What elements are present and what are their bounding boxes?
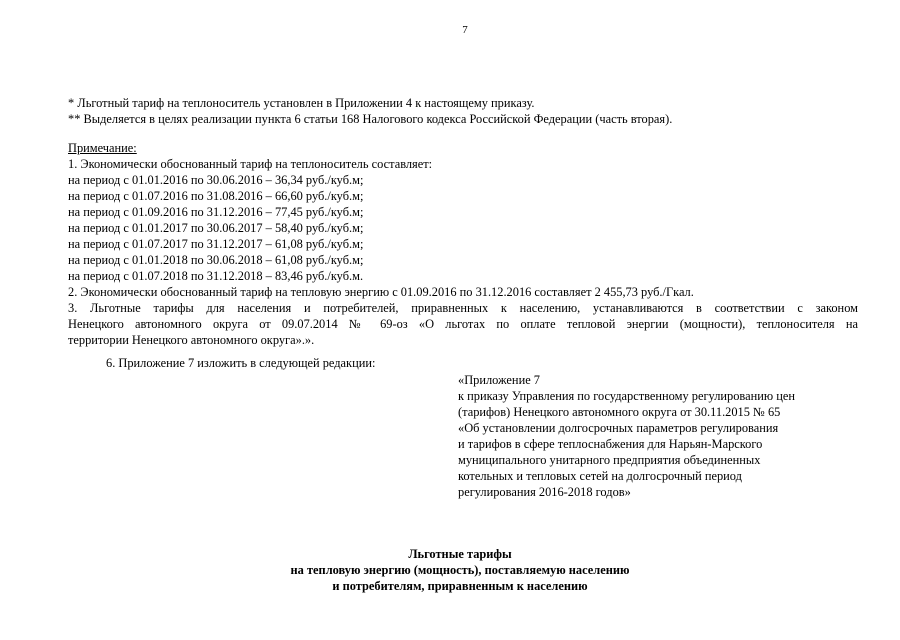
tariff-period-line: на период с 01.01.2016 по 30.06.2016 – 36,34 руб./куб.м;: [68, 173, 364, 187]
note-section: [68, 140, 858, 348]
note-item-3-line-3: территории Ненецкого автономного округа».».: [68, 333, 315, 347]
note-item-2: 2. Экономически обоснованный тариф на тепловую энергию с 01.09.2016 по 31.12.2016 составляет 2 455,73 руб./Гкал.: [68, 285, 694, 299]
appendix-header: [458, 372, 858, 500]
amendment-item-6: 6. Приложение 7 изложить в следующей редакции:: [106, 356, 376, 370]
page-number: 7: [462, 24, 468, 36]
footnote-double-asterisk: ** Выделяется в целях реализации пункта 6 статьи 168 Налогового кодекса Российской Федерации (часть вторая).: [68, 112, 673, 126]
appendix-line: к приказу Управления по государственному регулированию цен: [458, 389, 795, 403]
appendix-line: котельных и тепловых сетей на долгосрочный период: [458, 469, 742, 483]
appendix-line: «Приложение 7: [458, 373, 540, 387]
tariff-period-line: на период с 01.07.2016 по 31.08.2016 – 66,60 руб./куб.м;: [68, 189, 364, 203]
note-item-1-intro: 1. Экономически обоснованный тариф на теплоноситель составляет:: [68, 157, 433, 171]
tariff-period-line: на период с 01.07.2018 по 31.12.2018 – 83,46 руб./куб.м.: [68, 269, 364, 283]
note-item-3-line-2: Ненецкого автономного округа от 09.07.2014 № 69-оз «О льготах по оплате тепловой энергии (мощности), теплоносителя на: [68, 317, 858, 331]
tariff-period-line: на период с 01.01.2018 по 30.06.2018 – 61,08 руб./куб.м;: [68, 253, 364, 267]
footnotes: [68, 95, 858, 127]
note-item-3-line-1: 3. Льготные тарифы для населения и потребителей, приравненных к населению, устанавливаются в соответствии с законом: [68, 301, 858, 315]
title-line: Льготные тарифы: [408, 547, 512, 561]
appendix-line: и тарифов в сфере теплоснабжения для Нарьян-Марского: [458, 437, 763, 451]
appendix-line: «Об установлении долгосрочных параметров регулирования: [458, 421, 779, 435]
appendix-line: муниципального унитарного предприятия объединенных: [458, 453, 761, 467]
appendix-line: регулирования 2016-2018 годов»: [458, 485, 631, 499]
section-title: [180, 546, 740, 594]
appendix-line: (тарифов) Ненецкого автономного округа от 30.11.2015 № 65: [458, 405, 781, 419]
tariff-period-line: на период с 01.09.2016 по 31.12.2016 – 77,45 руб./куб.м;: [68, 205, 364, 219]
title-line: и потребителям, приравненным к населению: [332, 579, 588, 593]
tariff-period-line: на период с 01.01.2017 по 30.06.2017 – 58,40 руб./куб.м;: [68, 221, 364, 235]
title-line: на тепловую энергию (мощность), поставляемую населению: [290, 563, 630, 577]
footnote-single-asterisk: * Льготный тариф на теплоноситель установлен в Приложении 4 к настоящему приказу.: [68, 96, 535, 110]
tariff-period-line: на период с 01.07.2017 по 31.12.2017 – 61,08 руб./куб.м;: [68, 237, 364, 251]
note-heading: Примечание:: [68, 141, 137, 155]
